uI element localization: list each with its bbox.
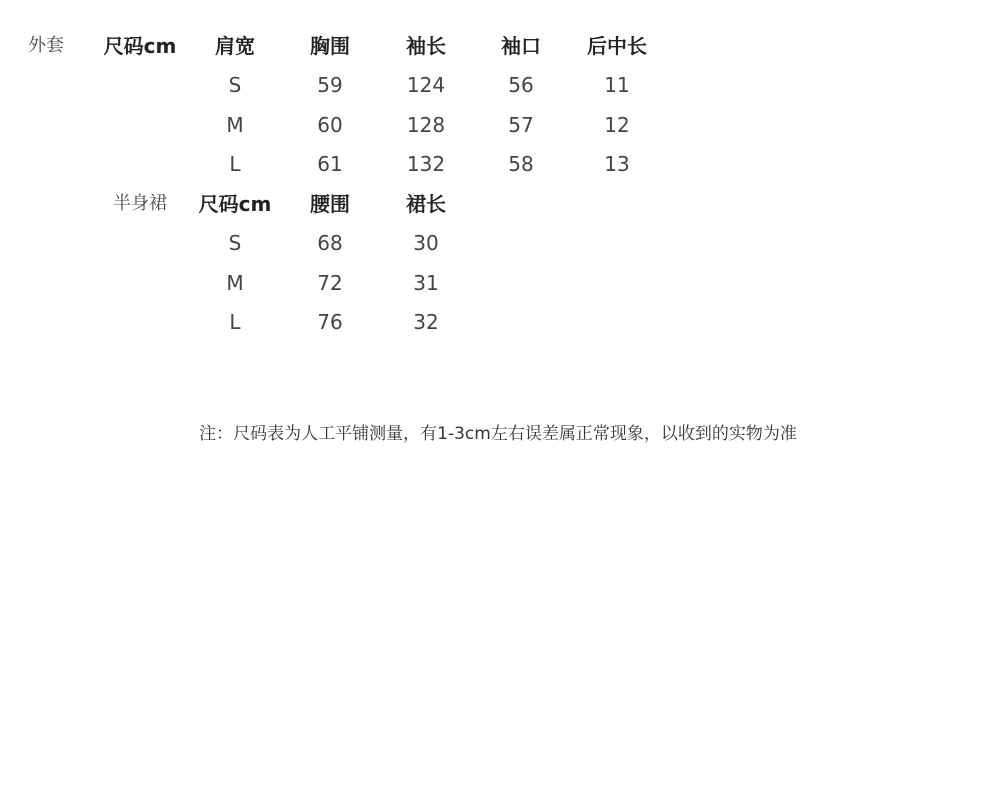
jacket-cell-sleeve-length: 56 (508, 73, 534, 97)
measurement-note: 注：尺码表为人工平铺测量，有1-3cm左右误差属正常现象，以收到的实物为准 (199, 424, 797, 444)
jacket-cell-sleeve-length: 58 (508, 152, 534, 176)
jacket-cell-size: M (226, 113, 244, 137)
skirt-cell-length: 31 (413, 271, 439, 295)
jacket-cell-chest: 128 (406, 113, 446, 137)
jacket-cell-chest: 132 (406, 152, 446, 176)
skirt-cell-waist: 76 (317, 310, 343, 334)
jacket-header-sleeve-length: 袖长 (406, 34, 446, 58)
skirt-header-waist: 腰围 (310, 192, 350, 216)
skirt-header-size: 尺码cm (198, 192, 272, 216)
jacket-header-chest: 胸围 (310, 34, 350, 58)
jacket-cell-cuff: 11 (604, 73, 630, 97)
jacket-cell-chest: 124 (406, 73, 446, 97)
jacket-cell-sleeve-length: 57 (508, 113, 534, 137)
jacket-cell-size: S (228, 73, 242, 97)
jacket-cell-size: L (229, 152, 241, 176)
section-label-skirt: 半身裙 (113, 193, 167, 214)
jacket-header-shoulder: 肩宽 (215, 34, 255, 58)
jacket-cell-cuff: 12 (604, 113, 630, 137)
jacket-cell-cuff: 13 (604, 152, 630, 176)
skirt-cell-size: M (226, 271, 244, 295)
skirt-cell-length: 32 (413, 310, 439, 334)
jacket-header-back-length: 后中长 (587, 34, 647, 58)
jacket-header-size: 尺码cm (103, 34, 177, 58)
skirt-header-length: 裙长 (406, 192, 446, 216)
jacket-cell-shoulder: 61 (317, 152, 343, 176)
jacket-header-cuff: 袖口 (501, 34, 541, 58)
jacket-cell-shoulder: 59 (317, 73, 343, 97)
skirt-cell-waist: 68 (317, 231, 343, 255)
skirt-cell-length: 30 (413, 231, 439, 255)
skirt-cell-waist: 72 (317, 271, 343, 295)
skirt-cell-size: S (228, 231, 242, 255)
skirt-cell-size: L (229, 310, 241, 334)
jacket-cell-shoulder: 60 (317, 113, 343, 137)
section-label-jacket: 外套 (28, 35, 64, 56)
